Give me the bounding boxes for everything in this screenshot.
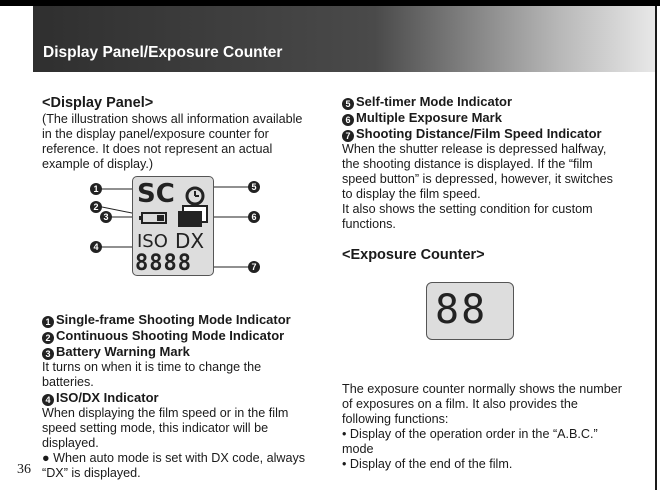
battery-warning-icon [139, 211, 169, 225]
indicator-6: 6 Multiple Exposure Mark [342, 110, 622, 126]
callout-2-icon: 2 [42, 332, 54, 344]
indicator-5: 5 Self-timer Mode Indicator [342, 94, 622, 110]
callout-7-icon: 7 [342, 130, 354, 142]
indicator-3: 3 Battery Warning Mark [42, 344, 310, 360]
lcd-panel [132, 176, 214, 276]
exposure-counter-heading: <Exposure Counter> [342, 247, 485, 263]
counter-digits: 88 [435, 287, 488, 333]
callout-4-icon: 4 [42, 394, 54, 406]
indicator-7-text: When the shutter release is depressed halfway, the shooting distance is displayed. If the “film speed button” is depressed, however, it switches to display the film speed. [342, 142, 613, 201]
indicator-7-text2: It also shows the setting condition for custom functions. [342, 202, 593, 231]
iso-indicator: ISO [137, 231, 168, 252]
counter-text: The exposure counter normally shows the number of exposures on a film. It also provides the following functions: [342, 382, 623, 426]
indicator-4-bullet: ● When auto mode is set with DX code, always “DX” is displayed. [42, 451, 306, 480]
bullet-icon: • [342, 457, 350, 471]
indicator-1: 1 Single-frame Shooting Mode Indicator [42, 312, 310, 328]
indicator-7: 7 Shooting Distance/Film Speed Indicator [342, 126, 622, 142]
indicator-4-text: When displaying the film speed or in the film speed setting mode, this indicator will be displayed. [42, 406, 289, 450]
bullet-icon: • [342, 427, 350, 441]
page-number: 36 [17, 462, 31, 477]
indicator-2: 2 Continuous Shooting Mode Indicator [42, 328, 310, 344]
counter-bullet-2: • Display of the end of the film. [342, 457, 513, 471]
dx-indicator: DX [175, 229, 205, 253]
callout-5-icon: 5 [342, 98, 354, 110]
callout-6-marker: 6 [248, 211, 260, 223]
callout-2-marker: 2 [90, 201, 102, 213]
left-column [42, 94, 310, 481]
indicator-4: 4 ISO/DX Indicator [42, 390, 310, 406]
section-title: Display Panel/Exposure Counter [43, 44, 283, 61]
display-panel-illustration [90, 170, 270, 282]
indicator-3-text: It turns on when it is time to change the batteries. [42, 360, 262, 389]
sc-indicator: SC [137, 179, 175, 209]
callout-3-icon: 3 [42, 348, 54, 360]
multiple-exposure-icon [177, 205, 209, 229]
callout-4-marker: 4 [90, 241, 102, 253]
callout-7-marker: 7 [248, 261, 260, 273]
counter-bullet-1: • Display of the operation order in the “A.B.C.” mode [342, 427, 598, 456]
page-edge-line [655, 6, 657, 490]
callout-1-marker: 1 [90, 183, 102, 195]
distance-digits: 8888 [135, 251, 192, 276]
self-timer-icon [183, 183, 207, 207]
callout-1-icon: 1 [42, 316, 54, 328]
callout-6-icon: 6 [342, 114, 354, 126]
callout-5-marker: 5 [248, 181, 260, 193]
intro-text: (The illustration shows all information available in the display panel/exposure counter for reference. It does not represent an actual example of display.) [42, 112, 303, 171]
display-panel-heading: <Display Panel> [42, 95, 154, 111]
callout-3-marker: 3 [100, 211, 112, 223]
bullet-icon: ● [42, 451, 54, 465]
exposure-counter-illustration [426, 282, 514, 340]
section-header [33, 6, 655, 72]
